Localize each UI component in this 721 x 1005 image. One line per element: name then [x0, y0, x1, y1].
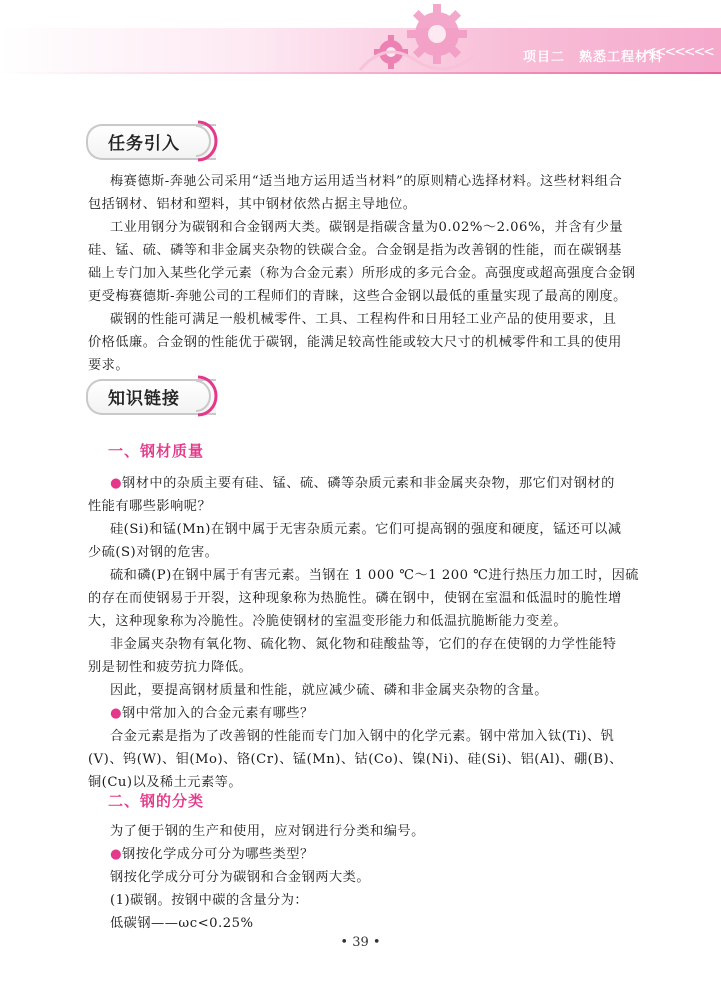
text-line: 合金元素是指为了改善钢的性能而专门加入钢中的化学元素。钢中常加入钛(Ti)、钒 [110, 729, 615, 744]
text-line: 少硫(S)对钢的危害。 [88, 545, 219, 560]
text-line: 为了便于钢的生产和使用，应对钢进行分类和编号。 [110, 824, 425, 839]
text-line: 大，这种现象称为冷脆性。冷脆使钢材的室温变形能力和低温抗脆断能力变差。 [88, 614, 568, 629]
subheading-steel-classification: 二、钢的分类 [108, 792, 205, 810]
intro-paragraph-3 [88, 308, 644, 377]
tag-arc-icon [194, 119, 224, 163]
bullet-icon: ● [110, 476, 123, 491]
text-line: 硅(Si)和锰(Mn)在钢中属于无害杂质元素。它们可提高钢的强度和硬度，锰还可以减 [110, 522, 622, 537]
bullet-icon: ● [110, 706, 123, 721]
header-chevrons: <<<<<<< [644, 44, 713, 60]
text-line: 铜(Cu)以及稀土元素等。 [88, 775, 243, 790]
question-impurities [88, 472, 644, 518]
header-title: 项目二 熟悉工程材料 [522, 50, 663, 65]
question-alloy-elements [88, 702, 644, 725]
bullet-icon: ● [110, 847, 123, 862]
text-line: 梅赛德斯-奔驰公司采用“适当地方运用适当材料”的原则精心选择材料。这些材料组合 [110, 174, 623, 189]
section-tag-label: 任务引入 [108, 134, 180, 154]
text-line: 价格低廉。合金钢的性能优于碳钢，能满足较高性能或较大尺寸的机械零件和工具的使用 [88, 335, 622, 350]
text-line: (1)碳钢。按钢中碳的含量分为： [110, 893, 309, 908]
text-line: 低碳钢——ωc<0.25% [110, 916, 254, 931]
quality-paragraph-inclusions [88, 633, 644, 679]
text-line: 性能有哪些影响呢？ [88, 499, 212, 514]
text-line: 包括钢材、铝材和塑料，其中钢材依然占据主导地位。 [88, 197, 417, 212]
gear-decoration-icon [355, 0, 490, 80]
text-line: 别是韧性和疲劳抗力降低。 [88, 660, 253, 675]
text-line: 硅、锰、硫、磷等和非金属夹杂物的铁碳合金。合金钢是指为改善钢的性能，而在碳钢基 [88, 243, 622, 258]
text-line: (V)、钨(W)、钼(Mo)、铬(Cr)、锰(Mn)、钴(Co)、镍(Ni)、硅(Si)、铝(Al)、硼(B)、 [88, 752, 623, 767]
text-line: 钢按化学成分可分为碳钢和合金钢两大类。 [110, 870, 371, 885]
quality-paragraph-alloy [88, 725, 644, 794]
tag-arc-icon [194, 374, 224, 418]
text-line: 础上专门加入某些化学元素（称为合金元素）所形成的多元合金。高强度或超高强度合金钢 [88, 266, 636, 281]
intro-paragraph-2 [88, 216, 644, 308]
text-line: 因此，要提高钢材质量和性能，就应减少硫、磷和非金属夹杂物的含量。 [110, 683, 548, 698]
text-line: 要求。 [88, 358, 130, 373]
subheading-steel-quality: 一、钢材质量 [108, 442, 205, 460]
page-number: • 39 • [340, 935, 381, 950]
section-tag-label: 知识链接 [108, 389, 180, 409]
intro-paragraph-1 [88, 170, 644, 216]
text-line: 碳钢的性能可满足一般机械零件、工具、工程构件和日用轻工业产品的使用要求，且 [110, 312, 617, 327]
quality-paragraph-s-p [88, 564, 644, 633]
classification-text [88, 820, 644, 935]
text-line: 非金属夹杂物有氧化物、硫化物、氮化物和硅酸盐等，它们的存在使钢的力学性能特 [110, 637, 617, 652]
text-line: 更受梅赛德斯-奔驰公司的工程师们的青睐，这些合金钢以最低的重量实现了最高的刚度。 [88, 289, 627, 304]
text-line: 钢按化学成分可分为哪些类型？ [122, 847, 314, 862]
text-line: 钢中常加入的合金元素有哪些？ [122, 706, 314, 721]
text-line: 钢材中的杂质主要有硅、锰、硫、磷等杂质元素和非金属夹杂物，那它们对钢材的 [122, 476, 615, 491]
quality-paragraph-si-mn [88, 518, 644, 564]
text-line: 工业用钢分为碳钢和合金钢两大类。碳钢是指碳含量为0.02%～2.06%，并含有少量 [110, 220, 624, 235]
quality-paragraph-conclusion [88, 679, 644, 702]
text-line: 硫和磷(P)在钢中属于有害元素。当钢在 1 000 ℃～1 200 ℃进行热压力加工时，因硫 [110, 568, 639, 583]
text-line: 的存在而使钢易于开裂，这种现象称为热脆性。磷在钢中，使钢在室温和低温时的脆性增 [88, 591, 622, 606]
